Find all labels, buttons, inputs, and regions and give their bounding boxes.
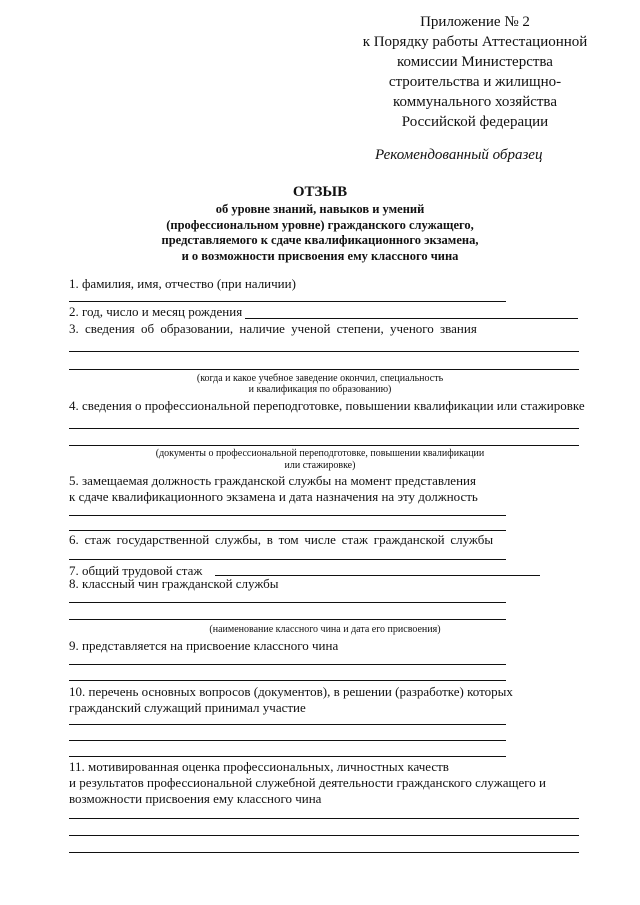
item-4-note-2: или стажировке) <box>284 460 356 471</box>
item-3-note-2: и квалификация по образованию) <box>248 384 392 395</box>
header-line-2: к Порядку работы Аттестационной <box>362 34 588 50</box>
header-line-5: коммунального хозяйства <box>393 94 557 110</box>
header-line-6: Российской федерации <box>401 114 549 130</box>
item-11-fill-line-3[interactable] <box>69 852 579 853</box>
item-11-fill-line-2[interactable] <box>69 835 579 836</box>
appendix-header <box>330 12 620 132</box>
item-10-fill-line-2[interactable] <box>69 740 506 741</box>
item-5-fill-line-1[interactable] <box>69 515 506 516</box>
item-5-label-line-2: к сдаче квалификационного экзамена и дата назначения на эту должность <box>69 489 478 504</box>
header-line-1: Приложение № 2 <box>420 14 530 30</box>
item-11-label-line-1: 11. мотивированная оценка профессиональных, личностных качеств <box>69 759 449 774</box>
item-4-fill-line-1[interactable] <box>69 428 579 429</box>
subtitle-line-2: (профессиональном уровне) гражданского служащего, <box>166 217 474 232</box>
item-6-fill-line[interactable] <box>69 559 506 560</box>
item-5-fill-line-2[interactable] <box>69 530 506 531</box>
item-2-label: 2. год, число и месяц рождения <box>69 304 243 319</box>
item-7-label: 7. общий трудовой стаж <box>69 563 203 578</box>
item-10-fill-line-3[interactable] <box>69 756 506 757</box>
item-8-fill-line-1[interactable] <box>69 602 506 603</box>
item-11-label-line-3: возможности присвоения ему классного чина <box>69 791 322 806</box>
subtitle-line-4: и о возможности присвоения ему классного чина <box>181 248 459 263</box>
item-9-label: 9. представляется на присвоение классного чина <box>69 638 339 653</box>
recommended-sample-label: Рекомендованный образец <box>375 147 543 163</box>
item-8-label: 8. классный чин гражданской службы <box>69 576 279 591</box>
item-4-label: 4. сведения о профессиональной переподготовке, повышении квалификации или стажировке <box>69 398 585 413</box>
header-line-4: строительства и жилищно- <box>388 74 562 90</box>
item-3-fill-line-2[interactable] <box>69 369 579 370</box>
item-4-note-1: (документы о профессиональной переподготовке, повышении квалификации <box>155 448 485 459</box>
item-1-fill-line[interactable] <box>69 301 506 302</box>
item-6-label: 6. стаж государственной службы, в том числе стаж гражданской службы <box>69 532 494 547</box>
item-1-label: 1. фамилия, имя, отчество (при наличии) <box>69 276 296 291</box>
item-10-fill-line-1[interactable] <box>69 724 506 725</box>
document-title <box>120 182 520 264</box>
item-11-fill-line-1[interactable] <box>69 818 579 819</box>
item-5-label-line-1: 5. замещаемая должность гражданской службы на момент представления <box>69 473 476 488</box>
item-8-note: (наименование классного чина и дата его присвоения) <box>209 624 441 635</box>
subtitle-line-3: представляемого к сдаче квалификационного экзамена, <box>161 233 479 247</box>
item-10-label-line-1: 10. перечень основных вопросов (документов), в решении (разработке) которых <box>69 684 513 699</box>
item-3-fill-line-1[interactable] <box>69 351 579 352</box>
subtitle-line-1: об уровне знаний, навыков и умений <box>215 202 425 216</box>
item-10-label-line-2: гражданский служащий принимал участие <box>69 700 306 715</box>
item-9-fill-line-1[interactable] <box>69 664 506 665</box>
item-8-fill-line-2[interactable] <box>69 619 506 620</box>
item-4-fill-line-2[interactable] <box>69 445 579 446</box>
header-line-3: комиссии Министерства <box>397 54 553 70</box>
item-3-note-1: (когда и какое учебное заведение окончил, специальность <box>196 373 444 384</box>
title-main: ОТЗЫВ <box>292 184 348 200</box>
item-9-fill-line-2[interactable] <box>69 680 506 681</box>
item-2-fill-line[interactable] <box>245 318 578 319</box>
item-3-label: 3. сведения об образовании, наличие ученой степени, ученого звания <box>69 321 477 336</box>
item-11-label-line-2: и результатов профессиональной служебной деятельности гражданского служащего и <box>69 775 546 790</box>
